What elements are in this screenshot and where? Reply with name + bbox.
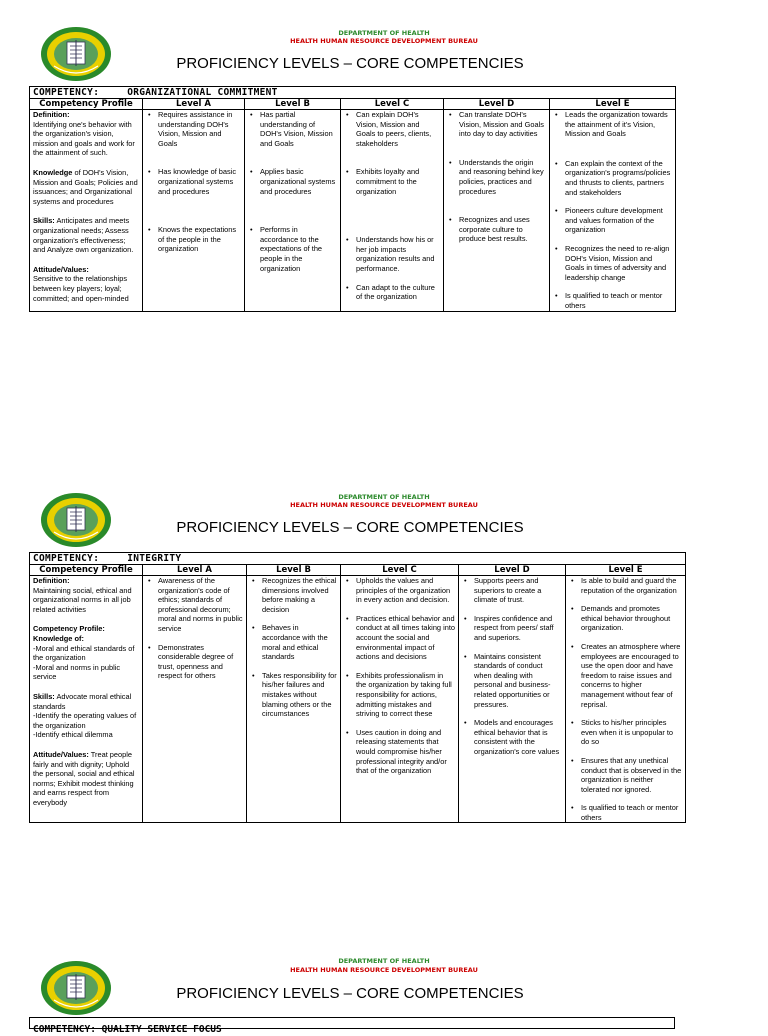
bullet-icon: • [252, 576, 255, 585]
bullet-item [344, 614, 455, 662]
bullet-item [462, 576, 562, 605]
bullet-text: Recognizes and uses corporate culture to produce best results. [459, 215, 530, 244]
bullet-icon: • [571, 576, 574, 585]
definition-text: Maintaining social, ethical and organizational norms in all job related activities [33, 585, 132, 614]
bullet-icon: • [449, 110, 452, 119]
bullet-text: Recognizes the ethical dimensions involved before making a decision [262, 576, 337, 614]
level-c-cell [341, 576, 459, 823]
bullet-icon: • [148, 167, 151, 177]
knowledge-text: -Moral and norms in public service [33, 662, 121, 682]
definition-block [33, 110, 139, 158]
bullet-text: Can adapt to the culture of the organization [356, 282, 435, 302]
bullet-icon: • [464, 613, 467, 623]
bullet-text: Is qualified to teach or mentor others [565, 291, 663, 310]
bullet-item [569, 576, 682, 595]
bullet-icon: • [346, 727, 349, 737]
department-title: DEPARTMENT OF HEALTH [338, 29, 430, 37]
bullet-text: Is able to build and guard the reputation of the organization [581, 576, 677, 595]
skills-text: -Identify ethical dilemma [33, 730, 113, 740]
bullet-icon: • [464, 651, 467, 661]
bullet-item [248, 167, 337, 196]
level-b-cell [247, 576, 341, 823]
bullet-text: Ensures that any unethical conduct that is observed in the organization is neither tolerated nor ignored. [581, 755, 682, 794]
bullet-text: Sticks to his/her principles even when it is unpopular to do so [581, 718, 674, 747]
bullet-icon: • [346, 282, 349, 292]
competency-table [29, 86, 676, 312]
bullet-icon: • [571, 641, 574, 651]
bullet-item [146, 167, 241, 196]
bullet-item [447, 215, 546, 244]
bullet-text: Is qualified to teach or mentor others [581, 803, 679, 822]
competency-profile-cell [30, 110, 143, 312]
bullet-text: Demands and promotes ethical behavior throughout organization. [581, 604, 671, 633]
page-title: PROFICIENCY LEVELS – CORE COMPETENCIES [176, 519, 524, 536]
bullet-item [146, 225, 241, 254]
bullet-text: Models and encourages ethical behavior that is consistent with the organization's core values [474, 718, 560, 756]
attitude-heading: Attitude/Values: [33, 264, 89, 274]
page-title: PROFICIENCY LEVELS – CORE COMPETENCIES [176, 55, 524, 72]
bullet-item [344, 110, 440, 148]
bullet-icon: • [346, 235, 349, 245]
knowledge-heading: Knowledge of: [33, 633, 84, 643]
bullet-item [344, 235, 440, 273]
competency-name-row [29, 1017, 675, 1035]
level-a-cell [143, 110, 245, 312]
attitude-block [33, 265, 139, 303]
bullet-item [553, 244, 672, 282]
bullet-item [344, 671, 455, 719]
bullet-text: Creates an atmosphere where employees are encouraged to use the open door and have freedom to raise issues and concerns to higher management without fear of reprisal. [581, 641, 681, 709]
bullet-item [248, 225, 337, 273]
bullet-icon: • [148, 110, 151, 119]
bullet-icon: • [346, 576, 349, 585]
attitude-text: Treat people fairly and with dignity; Uphold the personal, social and ethical norms; Exhibit modest thinking and earns respect from everybody [33, 749, 135, 807]
bullet-item [569, 756, 682, 794]
bullet-text: Behaves in accordance with the moral and ethical standards [262, 623, 328, 662]
competency-label: COMPETENCY: [33, 87, 100, 98]
attitude-text: Sensitive to the relationships between key players; loyal; committed; and open-minded [33, 274, 129, 303]
bullet-text: Maintains consistent standards of conduct when dealing with personal and business-related opportunities or pressures. [474, 651, 551, 709]
bullet-text: Takes responsibility for his/her failures and mistakes without blaming others or the circumstances [262, 670, 337, 719]
bullet-text: Understands how his or her job impacts organization results and performance. [356, 235, 435, 273]
knowledge-text: -Moral and ethical standards of the organization [33, 643, 135, 663]
bullet-text: Has knowledge of basic organizational systems and procedures [158, 167, 237, 196]
bullet-text: Performs in accordance to the expectations of the people in the organization [260, 225, 323, 273]
definition-block [33, 576, 139, 614]
skills-block [33, 692, 139, 740]
bullet-item [462, 614, 562, 643]
bullet-icon: • [571, 755, 574, 765]
bullet-text: Supports peers and superiors to create a climate of trust. [474, 576, 542, 605]
bullet-text: Pioneers culture development and values formation of the organization [565, 206, 663, 235]
header-competency-profile: Competency Profile [30, 99, 143, 110]
bullet-icon: • [555, 206, 558, 216]
skills-block [33, 216, 139, 254]
competency-name-row [30, 553, 686, 565]
bullet-icon: • [555, 110, 558, 119]
bullet-icon: • [250, 167, 253, 177]
level-e-cell [550, 110, 676, 312]
header-level-d: Level D [459, 565, 566, 576]
bullet-item [462, 652, 562, 710]
skills-text: Anticipates and meets organizational needs; Assess organization's effectiveness; and Analyze own organization. [33, 216, 134, 255]
bullet-item [146, 643, 243, 681]
header-level-c: Level C [341, 99, 444, 110]
level-b-cell [245, 110, 341, 312]
bullet-icon: • [464, 576, 467, 585]
bullet-text: Has partial understanding of DOH's Vision, Mission and Goals [260, 110, 333, 148]
bullet-icon: • [346, 613, 349, 623]
attitude-heading: Attitude/Values: [33, 749, 89, 759]
competency-name: COMPETENCY: QUALITY SERVICE FOCUS [33, 1024, 222, 1035]
competency-profile-cell [30, 576, 143, 823]
bullet-text: Upholds the values and principles of the organization in every action and decision. [356, 576, 451, 605]
skills-text: -Identify the operating values of the organization [33, 711, 137, 730]
bullet-icon: • [148, 225, 151, 235]
knowledge-block [33, 624, 139, 682]
bullet-icon: • [571, 718, 574, 728]
bullet-item [248, 110, 337, 148]
bureau-title: HEALTH HUMAN RESOURCE DEVELOPMENT BUREAU [290, 37, 478, 45]
bullet-icon: • [555, 243, 558, 253]
level-a-cell [143, 576, 247, 823]
bullet-item [569, 803, 682, 822]
bullet-text: Applies basic organizational systems and procedures [260, 167, 336, 196]
bullet-text: Inspires confidence and respect from peers/ staff and superiors. [474, 613, 554, 642]
level-d-cell [444, 110, 550, 312]
competency-profile-heading: Competency Profile: [33, 624, 105, 634]
bureau-title: HEALTH HUMAN RESOURCE DEVELOPMENT BUREAU [290, 966, 478, 974]
bullet-item [344, 283, 440, 302]
competency-label: COMPETENCY: [33, 553, 100, 564]
bullet-item [553, 110, 672, 139]
bullet-item [250, 671, 337, 719]
bullet-item [569, 604, 682, 633]
bullet-text: Uses caution in doing and releasing statements that would compromise his/her professional integrity and/or that of the organization [356, 727, 447, 776]
header-level-c: Level C [341, 565, 459, 576]
bullet-text: Exhibits loyalty and commitment to the organization [356, 167, 420, 196]
bullet-icon: • [555, 158, 558, 168]
bullet-icon: • [148, 576, 151, 585]
bullet-item [344, 576, 455, 605]
bullet-item [462, 718, 562, 756]
knowledge-heading: Knowledge [33, 167, 73, 177]
header-level-e: Level E [550, 99, 676, 110]
header-level-d: Level D [444, 99, 550, 110]
bullet-text: Awareness of the organization's code of ethics; standards of professional decorum; moral and norms in public service [158, 576, 243, 633]
definition-heading: Definition: [33, 110, 70, 119]
bullet-text: Demonstrates considerable degree of trust, openness and respect for others [158, 642, 234, 681]
bullet-item [447, 110, 546, 139]
bullet-text: Can explain the context of the organization's programs/policies and thrusts to clients, partners and stakeholders [565, 158, 671, 197]
bullet-icon: • [250, 225, 253, 235]
bullet-text: Knows the expectations of the people in the organization [158, 225, 237, 254]
skills-heading: Skills: [33, 691, 55, 701]
bullet-item [553, 159, 672, 197]
bullet-icon: • [555, 291, 558, 301]
competency-name-row [30, 87, 676, 99]
header-level-a: Level A [143, 99, 245, 110]
bullet-text: Recognizes the need to re-align DOH's Vision, Mission and Goals in times of adversity and leadership change [565, 243, 670, 282]
header-level-e: Level E [566, 565, 686, 576]
bullet-item [146, 576, 243, 634]
attitude-block [33, 750, 139, 808]
bullet-item [146, 110, 241, 148]
bullet-text: Can explain DOH's Vision, Mission and Goals to peers, clients, stakeholders [356, 110, 432, 148]
bullet-item [553, 206, 672, 235]
bullet-icon: • [464, 718, 467, 728]
bullet-text: Understands the origin and reasoning behind key policies, practices and procedures [459, 157, 544, 196]
bullet-text: Can translate DOH's Vision, Mission and Goals into day to day activities [459, 110, 544, 139]
bullet-item [569, 642, 682, 709]
bullet-icon: • [449, 157, 452, 167]
competency-name: ORGANIZATIONAL COMMITMENT [127, 87, 278, 98]
bullet-text: Leads the organization towards the attainment of it's Vision, Mission and Goals [565, 110, 668, 139]
level-c-cell [341, 110, 444, 312]
header-level-a: Level A [143, 565, 247, 576]
bullet-item [344, 728, 455, 776]
level-d-cell [459, 576, 566, 823]
bureau-title: HEALTH HUMAN RESOURCE DEVELOPMENT BUREAU [290, 501, 478, 509]
bullet-item [447, 158, 546, 196]
knowledge-text: of DOH's Vision, Mission and Goals; Policies and issuances; and Organizational systems and procedures [33, 167, 138, 206]
bullet-icon: • [449, 215, 452, 225]
bullet-icon: • [346, 167, 349, 177]
definition-heading: Definition: [33, 576, 70, 585]
bullet-icon: • [252, 670, 255, 680]
bullet-icon: • [571, 803, 574, 813]
bullet-item [344, 167, 440, 196]
bullet-item [250, 623, 337, 661]
page-title: PROFICIENCY LEVELS – CORE COMPETENCIES [176, 985, 524, 1002]
header-competency-profile: Competency Profile [30, 565, 143, 576]
bullet-icon: • [346, 670, 349, 680]
header-level-b: Level B [247, 565, 341, 576]
bullet-icon: • [148, 642, 151, 652]
bullet-icon: • [250, 110, 253, 119]
header-level-b: Level B [245, 99, 341, 110]
bullet-icon: • [571, 604, 574, 614]
bullet-text: Exhibits professionalism in the organization by taking full responsibility for actions, admitting mistakes and striving to correct these [356, 670, 452, 719]
bullet-text: Requires assistance in understanding DOH's Vision, Mission and Goals [158, 110, 233, 148]
bullet-item [553, 291, 672, 310]
bullet-icon: • [252, 623, 255, 633]
skills-heading: Skills: [33, 216, 55, 226]
competency-name: INTEGRITY [127, 553, 182, 564]
competency-table [29, 552, 686, 823]
department-title: DEPARTMENT OF HEALTH [338, 493, 430, 501]
skills-text: Advocate moral ethical standards [33, 691, 132, 711]
bullet-text: Practices ethical behavior and conduct at all times taking into account the social and environmental impact of actions and decisions [356, 613, 456, 662]
level-e-cell [566, 576, 686, 823]
knowledge-block [33, 168, 139, 206]
bullet-item [569, 718, 682, 747]
bullet-item [250, 576, 337, 614]
department-title: DEPARTMENT OF HEALTH [338, 957, 430, 965]
bullet-icon: • [346, 110, 349, 119]
definition-text: Identifying one's behavior with the organization's vision, mission and goals and work for the attainment of such. [33, 119, 135, 158]
